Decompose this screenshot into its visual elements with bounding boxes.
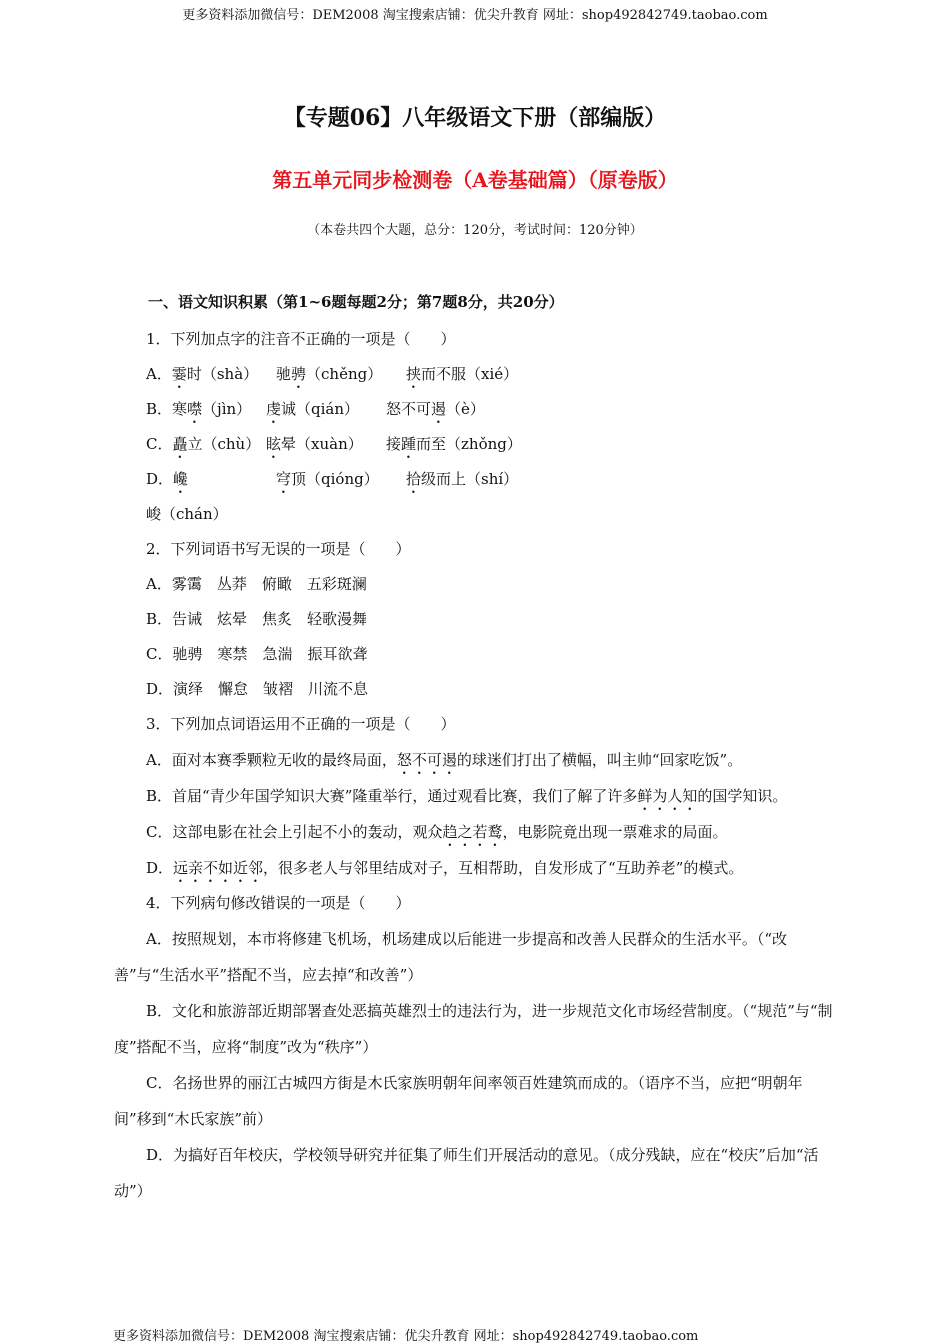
question-4-option-b: B．文化和旅游部近期部署查处恶搞英雄烈士的违法行为，进一步规范文化市场经营制度。（“规范”与“制度”搭配不当，应将“制度”改为“秩序”） xyxy=(114,1002,833,1056)
question-2-option-d: D．演绎 懈怠 皱褶 川流不息 xyxy=(146,680,369,698)
page-subtitle: 第五单元同步检测卷（A卷基础篇）（原卷版） xyxy=(272,168,678,192)
question-4-option-a: A．按照规划，本市将修建飞机场，机场建成以后能进一步提高和改善人民群众的生活水平。（“改善”与“生活水平”搭配不当，应去掉“和改善”） xyxy=(114,930,788,984)
header-watermark-note: 更多资料添加微信号：DEM2008 淘宝搜索店铺：优尖升教育 网址：shop492842749.taobao.com xyxy=(182,8,768,23)
question-2-option-a: A．雾霭 丛莽 俯瞰 五彩斑澜 xyxy=(146,575,367,593)
question-3-option-c: C．这部电影在社会上引起不小的轰动，观众趋之若鹜，电影院竟出现一票难求的局面。 xyxy=(146,823,728,841)
question-3-option-a: A．面对本赛季颗粒无收的最终局面，怒不可遏的球迷们打出了横幅，叫主帅“回家吃饭”。 xyxy=(146,751,743,769)
question-2-option-b: B．告诫 炫晕 焦炙 轻歌漫舞 xyxy=(146,610,368,628)
exam-content xyxy=(114,287,834,1209)
question-1-option-c: C．矗立（chù） 眩晕（xuàn） 接踵而至（zhǒng） xyxy=(146,435,522,453)
exam-info: （本卷共四个大题，总分：120分，考试时间：120分钟） xyxy=(307,223,643,238)
question-4-stem: 4．下列病句修改错误的一项是（ ） xyxy=(146,894,411,912)
question-1-option-d: D．巉峻（chán） 穹顶（qióng） 拾级而上（shí） xyxy=(146,470,519,523)
question-4-option-d: D．为搞好百年校庆，学校领导研究并征集了师生们开展活动的意见。（成分残缺，应在“校庆”后加“活动”） xyxy=(114,1146,819,1200)
question-1-option-a: A．霎时（shà） 驰骋（chěng） 挟而不服（xié） xyxy=(146,365,519,383)
question-1-stem: 1．下列加点字的注音不正确的一项是（ ） xyxy=(146,330,456,348)
question-3-option-b: B．首届“青少年国学知识大赛”隆重举行，通过观看比赛，我们了解了许多鲜为人知的国学知识。 xyxy=(146,787,788,805)
question-2-option-c: C．驰骋 寒禁 急湍 振耳欲聋 xyxy=(146,645,368,663)
footer-watermark-note: 更多资料添加微信号：DEM2008 淘宝搜索店铺：优尖升教育 网址：shop492842749.taobao.com xyxy=(113,1329,699,1344)
page-title: 【专题06】八年级语文下册（部编版） xyxy=(283,105,667,131)
question-4-option-c: C．名扬世界的丽江古城四方街是木氏家族明朝年间率领百姓建筑而成的。（语序不当，应把“明朝年间”移到“木氏家族”前） xyxy=(114,1074,803,1128)
question-1-option-b: B．寒噤（jìn） 虔诚（qián） 怒不可遏（è） xyxy=(146,400,485,418)
question-2-stem: 2．下列词语书写无误的一项是（ ） xyxy=(146,540,411,558)
question-3-option-d: D．远亲不如近邻，很多老人与邻里结成对子，互相帮助，自发形成了“互助养老”的模式。 xyxy=(146,859,744,877)
section-heading: 一、语文知识积累（第1~6题每题2分；第7题8分，共20分） xyxy=(148,293,564,311)
question-3-stem: 3．下列加点词语运用不正确的一项是（ ） xyxy=(146,715,456,733)
